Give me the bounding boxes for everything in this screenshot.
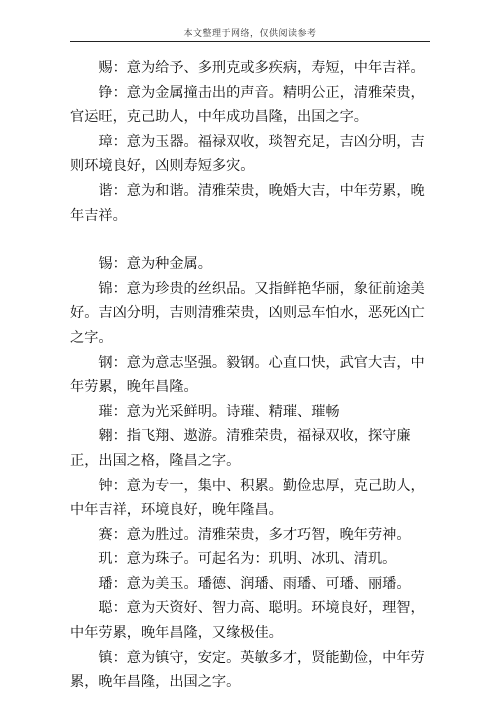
entry-jin: 锦：意为珍贵的丝织品。又指鲜艳华丽，象征前途美好。吉凶分明，吉则清雅荣贵，凶则忌车怕水，恶死凶亡之字。 bbox=[70, 280, 425, 346]
header-rule bbox=[70, 41, 430, 42]
entry-gang: 钢：意为意志坚强。毅钢。心直口快，武官大吉，中年劳累，晚年昌隆。 bbox=[70, 354, 425, 396]
entry-sai: 赛：意为胜过。清雅荣贵，多才巧智，晚年劳神。 bbox=[98, 526, 411, 543]
entry-ci: 赐：意为给予、多刑克或多疾病，寿短，中年吉祥。 bbox=[98, 60, 425, 76]
entry-xie: 谐：意为和谐。清雅荣贵，晚婚大吉，中年劳累，晚年吉祥。 bbox=[70, 182, 425, 224]
entry-cong: 聪：意为天资好、智力高、聪明。环境良好，理智，中年劳累，晚年昌隆，又缘极佳。 bbox=[70, 600, 425, 642]
document-body bbox=[70, 56, 436, 695]
entry-cui: 璀：意为光采鲜明。诗璀、精璀、璀畅 bbox=[98, 403, 340, 420]
entry-zhang: 璋：意为玉器。福禄双收，琰智充足，吉凶分明，吉则环境良好，凶则寿短多灾。 bbox=[70, 133, 425, 175]
entry-zheng: 铮：意为金属撞击出的声音。精明公正，清雅荣贵，官运旺，克己助人，中年成功昌隆，出国之字。 bbox=[70, 84, 425, 126]
page-header: 本文整理于网络，仅供阅读参考 bbox=[183, 29, 317, 39]
entry-zhen: 镇：意为镇守，安定。英敏多才，贤能勤俭，中年劳累，晚年昌隆，出国之字。 bbox=[70, 649, 425, 691]
entry-ao: 翱：指飞翔、遨游。清雅荣贵，福禄双收，探守廉正，出国之格，隆昌之字。 bbox=[70, 428, 411, 469]
entry-fan: 璠：意为美玉。璠德、润璠、雨璠、可璠、丽璠。 bbox=[98, 575, 411, 592]
entry-ji: 玑：意为珠子。可起名为：玑明、冰玑、清玑。 bbox=[98, 551, 397, 568]
entry-xi: 锡：意为种金属。 bbox=[98, 256, 212, 273]
entry-zhong: 钟：意为专一，集中、积累。勤俭忠厚，克己助人，中年吉祥，环境良好，晚年隆昌。 bbox=[70, 477, 425, 519]
